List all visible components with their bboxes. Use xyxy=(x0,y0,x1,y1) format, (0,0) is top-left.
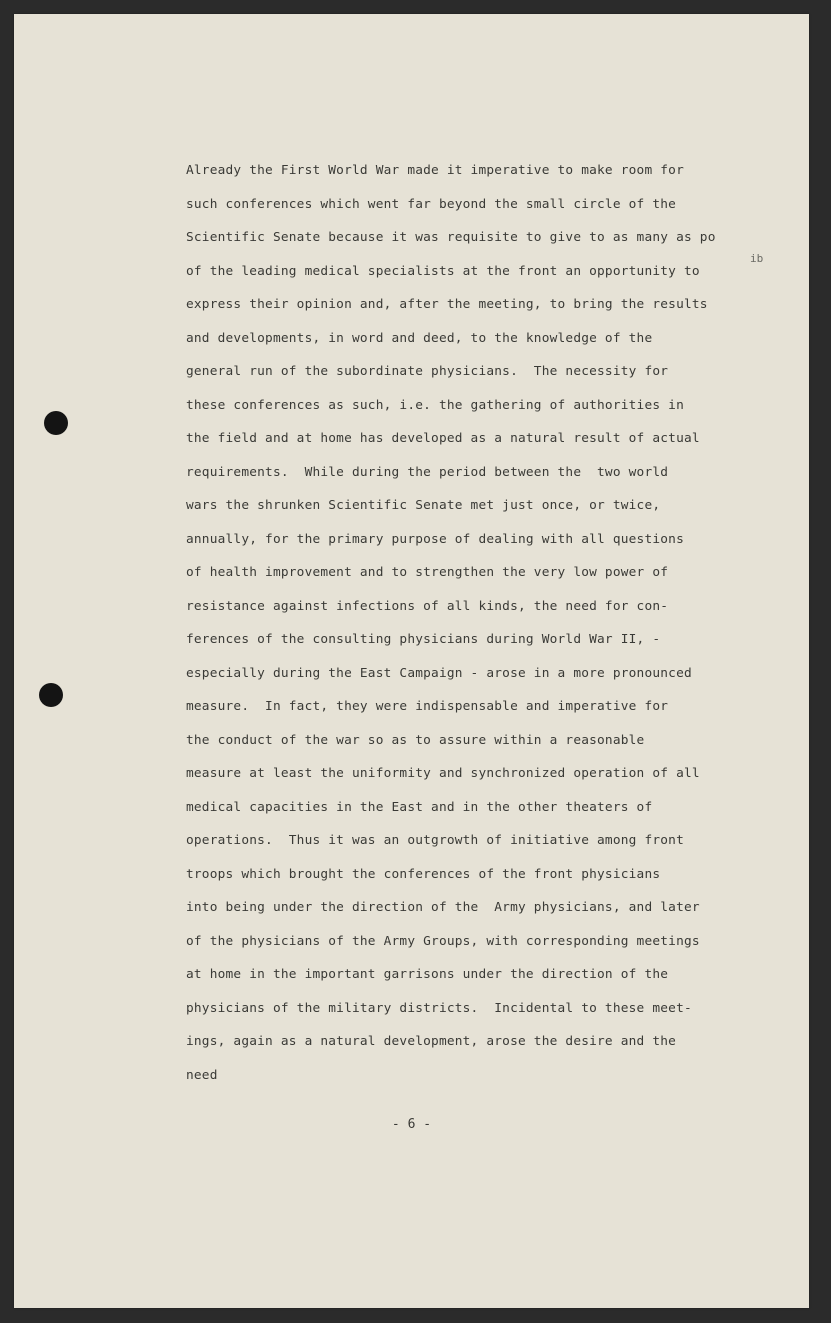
margin-note: ib xyxy=(750,252,764,265)
text-line: physicians of the military districts. Incidental to these meet- xyxy=(186,1000,692,1016)
text-line: requirements. While during the period between the two world xyxy=(186,464,669,480)
document-page xyxy=(14,14,809,1308)
text-line: and developments, in word and deed, to the knowledge of the xyxy=(186,330,653,346)
text-line: ferences of the consulting physicians during World War II, - xyxy=(186,632,661,647)
page-number: - 6 - xyxy=(391,1117,432,1132)
text-line: at home in the important garrisons under the direction of the xyxy=(186,967,669,982)
punch-hole xyxy=(39,683,63,707)
typed-text-body xyxy=(186,161,766,1099)
text-line: annually, for the primary purpose of dealing with all questions xyxy=(186,531,684,547)
text-line: the conduct of the war so as to assure within a reasonable xyxy=(186,732,645,748)
text-line: express their opinion and, after the meeting, to bring the results xyxy=(186,297,708,312)
text-line: especially during the East Campaign - arose in a more pronounced xyxy=(186,665,692,681)
punch-hole xyxy=(44,411,68,435)
text-line: ings, again as a natural development, arose the desire and the xyxy=(186,1034,677,1049)
text-line: wars the shrunken Scientific Senate met just once, or twice, xyxy=(186,498,661,513)
text-line: of health improvement and to strengthen the very low power of xyxy=(186,565,669,580)
text-line: general run of the subordinate physicians. The necessity for xyxy=(186,364,669,379)
text-line: Scientific Senate because it was requisite to give to as many as po xyxy=(186,230,716,245)
text-line: medical capacities in the East and in the other theaters of xyxy=(186,799,653,815)
text-line: resistance against infections of all kinds, the need for con- xyxy=(186,598,669,614)
text-line: measure at least the uniformity and synchronized operation of all xyxy=(186,766,700,781)
text-line: into being under the direction of the Army physicians, and later xyxy=(186,900,700,915)
text-line: troops which brought the conferences of the front physicians xyxy=(186,866,661,882)
text-line: such conferences which went far beyond the small circle of the xyxy=(186,196,677,212)
text-line: operations. Thus it was an outgrowth of initiative among front xyxy=(186,833,684,848)
text-line: need xyxy=(186,1067,218,1083)
text-line: of the physicians of the Army Groups, with corresponding meetings xyxy=(186,933,700,949)
text-line: these conferences as such, i.e. the gathering of authorities in xyxy=(186,397,684,413)
text-line: Already the First World War made it imperative to make room for xyxy=(186,163,684,178)
text-line: the field and at home has developed as a natural result of actual xyxy=(186,431,700,446)
text-line: of the leading medical specialists at the front an opportunity to xyxy=(186,263,700,279)
text-line: measure. In fact, they were indispensable and imperative for xyxy=(186,699,669,714)
